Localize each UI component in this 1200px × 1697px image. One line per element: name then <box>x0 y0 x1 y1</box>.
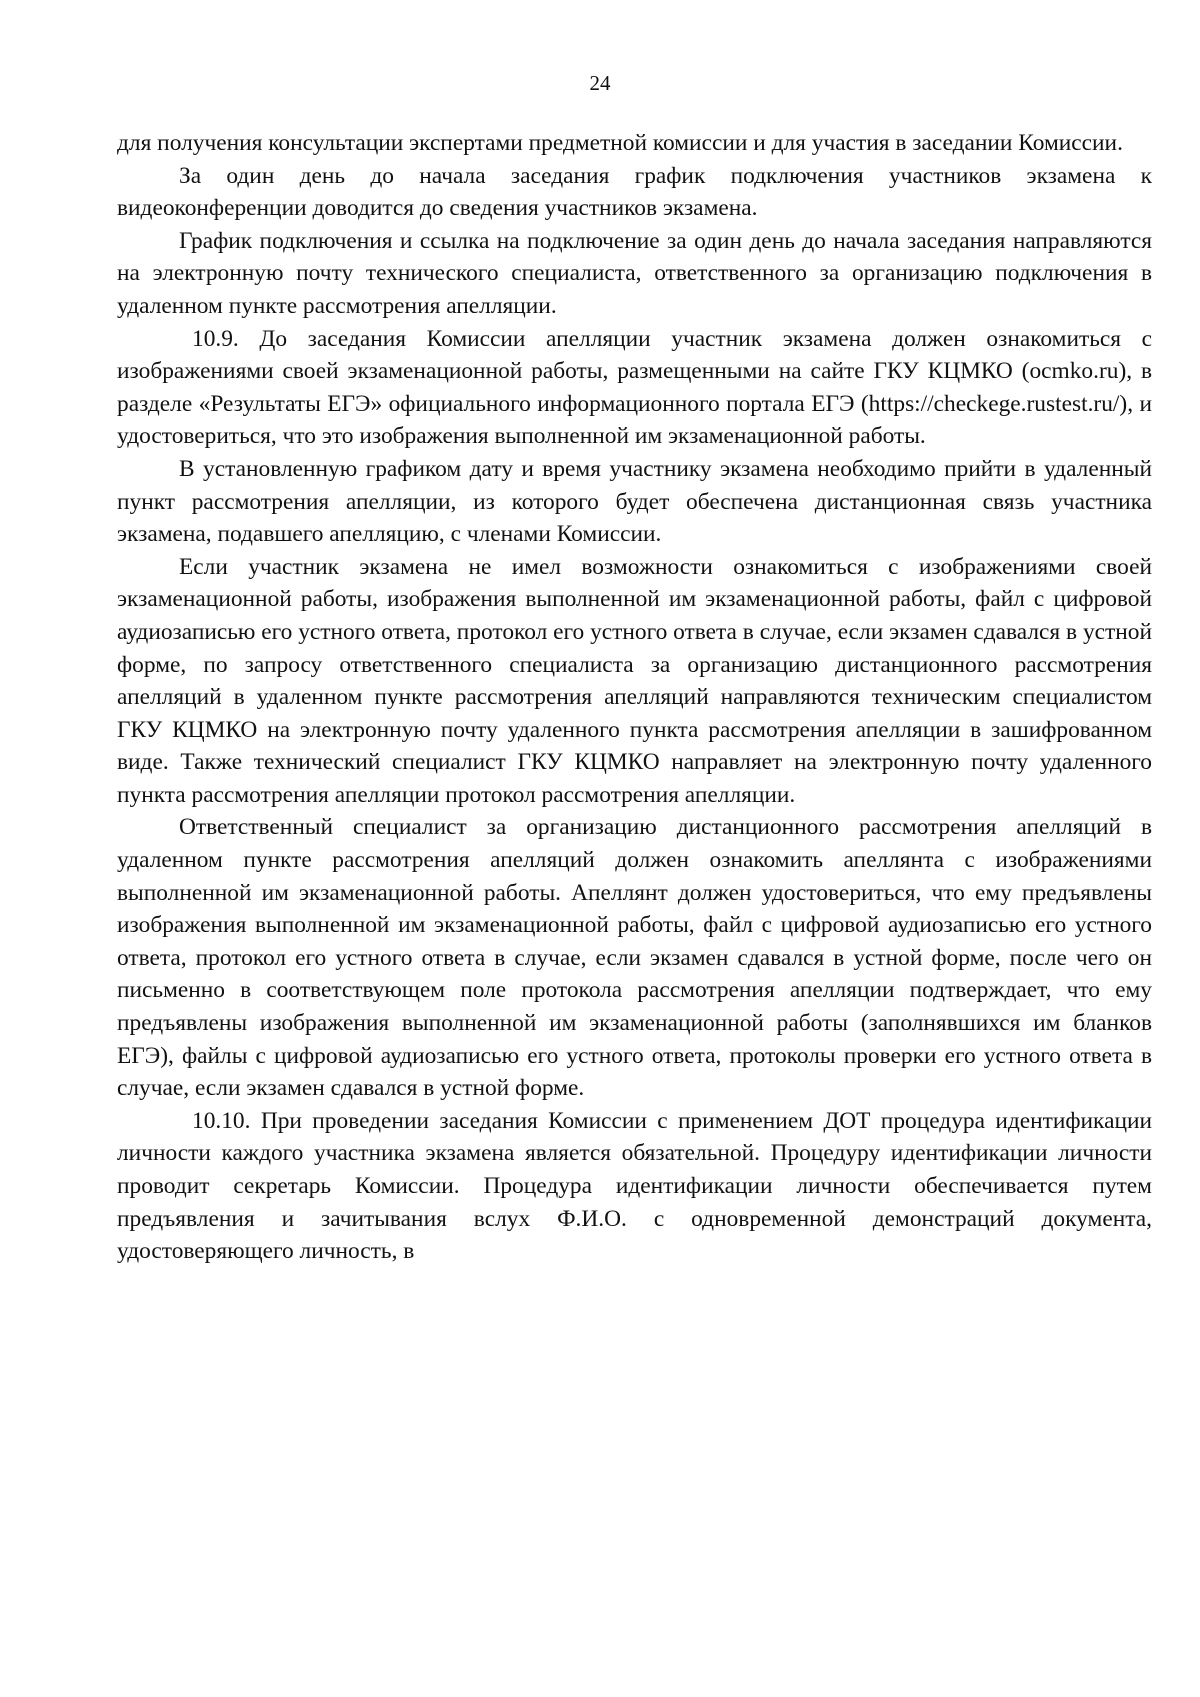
paragraph-continuation: для получения консультации экспертами предметной комиссии и для участия в заседании Комиссии. <box>117 130 1123 156</box>
paragraph-connection-link: График подключения и ссылка на подключение за один день до начала заседания направляются на электронную почту технического специалиста, ответственного за организацию подключения в удаленном пункте рассмотрения апелляции. <box>117 227 1152 319</box>
page-number: 24 <box>589 71 611 95</box>
paragraph-10-10: 10.10. При проведении заседания Комиссии с применением ДОТ процедура идентификации личности каждого участника экзамена является обязательной. Процедуру идентификации личности проводит секретарь Комиссии. Процедура идентификации личности обеспечивается путем предъявления и зачитывания вслух Ф.И.О. с одновременной демонстраций документа, удостоверяющего личность, в <box>117 1107 1152 1265</box>
paragraph-10-9: 10.9. До заседания Комиссии апелляции участник экзамена должен ознакомиться с изображениями своей экзаменационной работы, размещенными на сайте ГКУ КЦМКО (ocmko.ru), в разделе «Результаты ЕГЭ» официального информационного портала ЕГЭ (https://checkege.rustest.ru/), и удостовериться, что это изображения выполненной им экзаменационной работы. <box>117 325 1152 450</box>
paragraph-responsible-specialist: Ответственный специалист за организацию дистанционного рассмотрения апелляций в удаленном пункте рассмотрения апелляций должен ознакомить апеллянта с изображениями выполненной им экзаменационной работы. Апеллянт должен удостовериться, что ему предъявлены изображения выполненной им экзаменационной работы, файл с цифровой аудиозаписью его устного ответа, протокол его устного ответа в случае, если экзамен сдавался в устной форме, после чего он письменно в соответствующем поле протокола рассмотрения апелляции подтверждает, что ему предъявлены изображения выполненной им экзаменационной работы (заполнявшихся им бланков ЕГЭ), файлы с цифровой аудиозаписью его устного ответа, протоколы проверки его устного ответа в случае, если экзамен сдавался в устной форме. <box>117 814 1152 1102</box>
paragraph-arrival: В установленную графиком дату и время участнику экзамена необходимо прийти в удаленный пункт рассмотрения апелляции, из которого будет обеспечена дистанционная связь участника экзамена, подавшего апелляцию, с членами Комиссии. <box>117 455 1152 548</box>
document-body <box>117 127 1152 1268</box>
paragraph-no-review-opportunity: Если участник экзамена не имел возможности ознакомиться с изображениями своей экзаменационной работы, изображения выполненной им экзаменационной работы, файл с цифровой аудиозаписью его устного ответа, протокол его устного ответа в случае, если экзамен сдавался в устной форме, по запросу ответственного специалиста за организацию дистанционного рассмотрения апелляций в удаленном пункте рассмотрения апелляций направляются техническим специалистом ГКУ КЦМКО на электронную почту удаленного пункта рассмотрения апелляции в зашифрованном виде. Также технический специалист ГКУ КЦМКО направляет на электронную почту удаленного пункта рассмотрения апелляции протокол рассмотрения апелляции. <box>117 553 1152 808</box>
paragraph-schedule-notice: За один день до начала заседания график подключения участников экзамена к видеоконференции доводится до сведения участников экзамена. <box>117 162 1152 222</box>
